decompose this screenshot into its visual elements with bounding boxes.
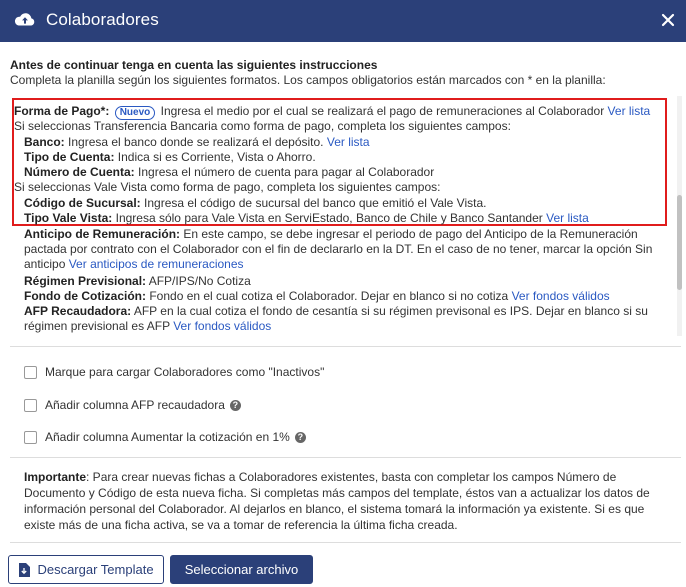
afp-recaudadora-label: Añadir columna AFP recaudadora	[45, 398, 225, 412]
regimen-line	[24, 274, 674, 289]
important-label: Importante	[24, 470, 87, 484]
intro-text: Completa la planilla según los siguientes formatos. Los campos obligatorios están marcados con * en la planilla:	[10, 73, 606, 87]
ver-lista-link-vale[interactable]: Ver lista	[546, 211, 589, 225]
anticipo-link-a[interactable]: Ver	[68, 257, 87, 271]
close-icon[interactable]	[658, 10, 678, 30]
scrollbar-thumb[interactable]	[677, 195, 682, 290]
tipo-vale-line	[24, 211, 589, 226]
forma-pago-text: Ingresa el medio por el cual se realizará el pago de remuneraciones al Colaborador	[160, 104, 605, 118]
tipo-cuenta-text: Indica si es Corriente, Vista o Ahorro.	[117, 150, 316, 164]
inactivos-checkbox[interactable]	[24, 366, 37, 379]
divider-middle	[10, 457, 681, 458]
regimen-text: AFP/IPS/No Cotiza	[148, 274, 251, 288]
help-icon[interactable]: ?	[230, 400, 241, 411]
important-note	[24, 469, 674, 533]
modal-header	[0, 0, 686, 42]
tipo-vale-label: Tipo Vale Vista:	[24, 211, 113, 225]
file-download-icon	[18, 563, 30, 577]
afp-recaudadora-checkbox[interactable]	[24, 399, 37, 412]
numero-cuenta-label: Número de Cuenta:	[24, 165, 135, 179]
codigo-sucursal-line	[24, 196, 486, 211]
banco-text: Ingresa el banco donde se realizará el depósito.	[68, 135, 324, 149]
codigo-sucursal-label: Código de Sucursal:	[24, 196, 141, 210]
download-template-label: Descargar Template	[37, 562, 154, 577]
fondo-text: Fondo en el cual cotiza el Colaborador. Dejar en blanco si no cotiza	[149, 289, 509, 303]
vale-vista-line: Si seleccionas Vale Vista como forma de pago, completa los siguientes campos:	[14, 180, 441, 194]
numero-cuenta-line	[24, 165, 434, 180]
afp-text-1: AFP en la cual cotiza el fondo de cesantía si su régimen previsonal es IPS. Dejar en blanco si su régimen	[24, 304, 648, 333]
select-file-label: Seleccionar archivo	[184, 562, 299, 577]
help-icon[interactable]: ?	[295, 432, 306, 443]
afp-link[interactable]: Ver fondos válidos	[173, 319, 272, 333]
afp-text-2: previsional es AFP	[70, 319, 170, 333]
inactivos-label: Marque para cargar Colaboradores como "Inactivos"	[45, 365, 325, 379]
fondo-line	[24, 289, 674, 304]
download-template-button[interactable]	[8, 555, 164, 584]
transferencia-line: Si seleccionas Transferencia Bancaria como forma de pago, completa los siguientes campos:	[14, 119, 511, 133]
divider-top	[10, 346, 681, 347]
regimen-label: Régimen Previsional:	[24, 274, 147, 288]
aumentar-cotizacion-checkbox[interactable]	[24, 431, 37, 444]
inactivos-option[interactable]	[24, 365, 324, 379]
banco-line	[24, 135, 370, 150]
afp-label: AFP Recaudadora:	[24, 304, 132, 318]
afp-paragraph	[24, 304, 674, 334]
cloud-upload-icon	[14, 11, 36, 29]
numero-cuenta-text: Ingresa el número de cuenta para pagar al Colaborador	[138, 165, 435, 179]
intro-heading: Antes de continuar tenga en cuenta las siguientes instrucciones	[10, 58, 378, 72]
ver-lista-link-forma-pago[interactable]: Ver lista	[607, 104, 651, 118]
important-text: : Para crear nuevas fichas a Colaboradores existentes, basta con completar los campos Número de Documento y Código de esta nueva ficha. Si completas más campos del template, éstos van a actualizar los datos de información personal del Colaborador. Al dejarlos en blanco, el sistema tomará la información ya existente. Si es que existe más de una ficha activa, se va a tomar de referencia la última ficha creada.	[24, 470, 650, 532]
divider-bottom	[10, 542, 681, 543]
ver-lista-link-banco[interactable]: Ver lista	[326, 135, 370, 149]
anticipo-text-2: contrato con el Colaborador con el fin de declararlo en la DT. En el caso de no tener, marcar la opción Sin anticipo	[24, 242, 653, 271]
banco-label: Banco:	[24, 135, 65, 149]
forma-pago-line	[14, 104, 650, 120]
nuevo-badge: Nuevo	[115, 106, 156, 120]
fondo-label: Fondo de Cotización:	[24, 289, 146, 303]
intro	[10, 58, 680, 88]
aumentar-cotizacion-option[interactable]	[24, 430, 306, 444]
anticipo-link-b[interactable]: anticipos de remuneraciones	[90, 257, 244, 271]
anticipo-text-1: En este campo, se debe ingresar el periodo de pago del Anticipo de la Remuneración pactada por	[24, 227, 638, 256]
anticipo-label: Anticipo de Remuneración:	[24, 227, 181, 241]
anticipo-paragraph	[24, 227, 674, 272]
forma-pago-label: Forma de Pago*:	[14, 104, 110, 118]
fondo-link[interactable]: Ver fondos válidos	[511, 289, 610, 303]
tipo-vale-text: Ingresa sólo para Vale Vista en ServiEstado, Banco de Chile y Banco Santander	[115, 211, 543, 225]
afp-recaudadora-option[interactable]	[24, 398, 241, 412]
tipo-cuenta-label: Tipo de Cuenta:	[24, 150, 115, 164]
modal-title: Colaboradores	[46, 10, 159, 29]
codigo-sucursal-text: Ingresa el código de sucursal del banco que emitió el Vale Vista.	[144, 196, 487, 210]
select-file-button[interactable]	[170, 555, 313, 584]
tipo-cuenta-line	[24, 150, 316, 165]
aumentar-cotizacion-label: Añadir columna Aumentar la cotización en 1%	[45, 430, 290, 444]
